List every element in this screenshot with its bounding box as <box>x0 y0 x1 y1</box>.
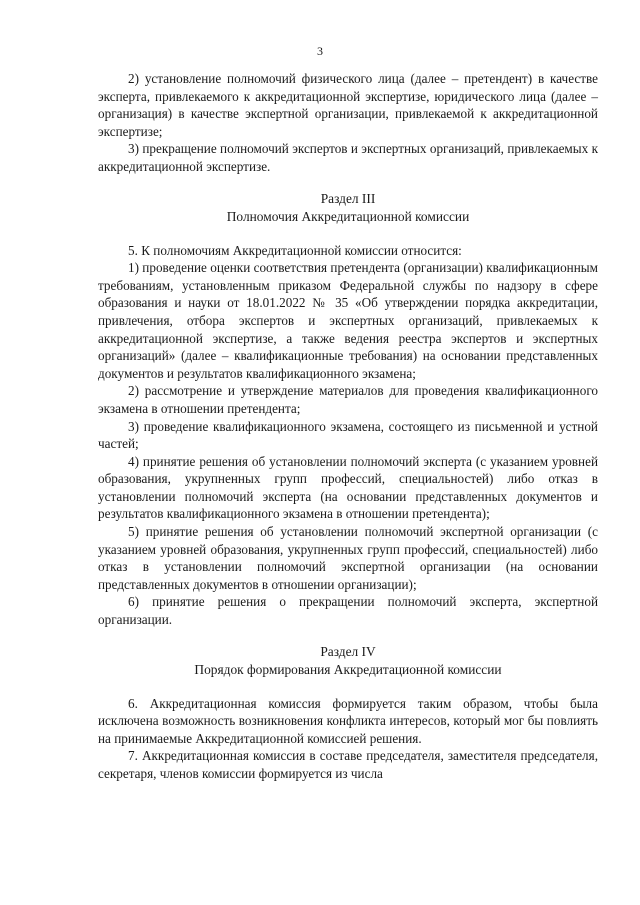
section-4-item-6: 6. Аккредитационная комиссия формируется таким образом, чтобы была исключена возможность возникновения конфликта интересов, который мог бы повлиять на принимаемые Аккредитационной комиссией решения. <box>98 695 598 746</box>
section-4-item-7: 7. Аккредитационная комиссия в составе председателя, заместителя председателя, секретаря, членов комиссии формируется из числа <box>98 748 598 781</box>
section-3 <box>98 190 598 629</box>
section-3-item-2: 2) рассмотрение и утверждение материалов для проведения квалификационного экзамена в отношении претендента; <box>98 383 598 416</box>
section-3-item-6: 6) принятие решения о прекращении полномочий эксперта, экспертной организации. <box>98 594 598 628</box>
section-3-title: Полномочия Аккредитационной комиссии <box>226 208 470 224</box>
section-3-heading: Раздел III <box>320 190 376 206</box>
document-body <box>98 70 598 783</box>
paragraph-item-2: 2) установление полномочий физического лица (далее – претендент) в качестве эксперта, привлекаемого к аккредитационной экспертизе, юридического лица (далее – организация) в качестве экспертной организации, привлекаемой к аккредитационной экспертизе; <box>98 71 598 139</box>
section-4-heading: Раздел IV <box>320 643 376 659</box>
section-4 <box>98 643 598 783</box>
page-number: 3 <box>317 44 323 58</box>
section-3-lead: 5. К полномочиям Аккредитационной комиссии относится: <box>128 242 462 258</box>
section-4-title: Порядок формирования Аккредитационной комиссии <box>194 661 502 677</box>
section-3-item-1: 1) проведение оценки соответствия претендента (организации) квалификационным требованиям, установленным приказом Федеральной службы по надзору в сфере образования и науки от 18.01.2022 № 35 «Об утверждении порядка аккредитации, привлечения, отбора экспертов и экспертных организаций, привлекаемых к аккредитационной экспертизе, а также ведения реестра экспертов и экспертных организаций» (далее – квалификационные требования) на основании представленных документов и результатов квалификационного экзамена; <box>98 260 598 381</box>
section-3-item-5: 5) принятие решения об установлении полномочий экспертной организации (с указанием уровней образования, укрупненных групп профессий, специальностей) либо отказ в установлении полномочий экспертной организации (на основании представленных документов в отношении организации); <box>98 524 598 592</box>
paragraph-item-3: 3) прекращение полномочий экспертов и экспертных организаций, привлекаемых к аккредитационной экспертизе. <box>98 141 598 174</box>
section-3-item-4: 4) принятие решения об установлении полномочий эксперта (с указанием уровней образования, укрупненных групп профессий, специальностей) либо отказ в установлении полномочий эксперта (на основании представленных документов и результатов квалификационного экзамена в отношении претендента); <box>98 453 598 522</box>
section-3-item-3: 3) проведение квалификационного экзамена, состоящего из письменной и устной частей; <box>98 418 598 452</box>
